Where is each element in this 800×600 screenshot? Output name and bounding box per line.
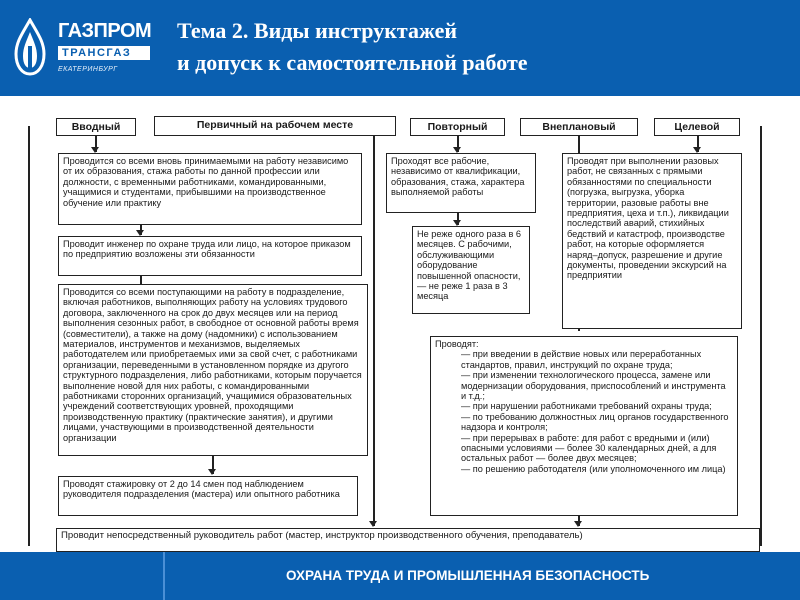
slide-header [0,0,800,96]
header-intro: Вводный [56,118,136,136]
slide-title-line-2: и допуск к самостоятельной работе [177,50,528,75]
footer-left-block [0,552,165,600]
slide-footer [0,552,800,600]
list-item: — при перерывах в работе: для работ с вредными и (или) опасными условиями — более 30 календарных дней, а для остальных работ — более двух месяцев; [461,432,717,464]
list-item: — при введении в действие новых или переработанных стандартов, правил, инструкций по охране труда; [461,349,702,370]
target-description-box: Проводят при выполнении разовых работ, не связанных с прямыми обязанностями по специальности (погрузка, выгрузка, уборка территории, разовые работы вне предприятия, цеха и т.п.), ликвидации последствий аварий, стихийных бедствий и катастроф, производстве работ, на которые оформляется наряд–допуск, разрешение и другие документы, проведении экскурсий на предприятии [562,153,742,329]
unplanned-description-box [430,336,738,516]
header-repeat: Повторный [410,118,505,136]
company-logo [0,0,165,96]
arrow-down-icon [574,521,582,527]
unplanned-list [435,349,733,474]
internship-box: Проводят стажировку от 2 до 14 смен под наблюдением руководителя подразделения (мастера) или опытного работника [58,476,358,516]
repeat-period-box: Не реже одного раза в 6 месяцев. С рабочими, обслуживающими оборудование повышенной опасности, — не реже 1 раза в 3 месяца [412,226,530,314]
connector-line [140,276,142,284]
instruction-types-diagram [0,96,800,552]
header-unplanned: Внеплановый [520,118,638,136]
unplanned-title: Проводят: [435,339,479,349]
arrow-down-icon [369,521,377,527]
primary-description-box: Проводится со всеми поступающими на работу в подразделение, включая работников, выполняющих работу на условиях трудового договора, заключенного на срок до двух месяцев или на период выполнения сезонных работ, в свободное от основной работы время (совместители), а также на дому (надомники) с использованием материалов, инструментов и механизмов, выделяемых работодателем или приобретаемых ими за свой счет, с работниками организации, переведенными в установленном порядке из другого структурного подразделения, либо работниками, которым поручается выполнение новой для них работы, с командированными работниками сторонних организаций, учащимися образовательных учреждений соответствующих уровней, проходящими производственную практику (практические занятия), и другими лицами, участвующими в производственной деятельности организации [58,284,368,456]
logo-tagline: ЕКАТЕРИНБУРГ [58,66,118,73]
footer-text: ОХРАНА ТРУДА И ПРОМЫШЛЕННАЯ БЕЗОПАСНОСТЬ [286,568,650,583]
arrow-down-icon [208,469,216,475]
slide-title-line-1: Тема 2. Виды инструктажей [177,18,458,43]
list-item: — по решению работодателя (или уполномоченного им лица) [461,463,726,474]
bottom-responsible-box: Проводит непосредственный руководитель работ (мастер, инструктор производственного обучения, преподаватель) [56,528,760,552]
list-item: — по требованию должностных лиц органов государственного надзора и контроля; [461,411,729,433]
connector-line [373,136,375,516]
list-item: — при нарушении работниками требований охраны труда; [461,401,712,412]
engineer-box: Проводит инженер по охране труда или лицо, на которое приказом по предприятию возложены эти обязанности [58,236,362,276]
header-primary: Первичный на рабочем месте [154,116,396,136]
list-item: — при изменении технологического процесса, замене или модернизации оборудования, приспособлений и инструмента и т.д.; [461,370,726,402]
connector-line [760,126,762,546]
gazprom-flame-icon [12,18,48,76]
intro-description-box: Проводится со всеми вновь принимаемыми на работу независимо от их образования, стажа работы по данной профессии или должности, с временными работниками, командированными, учащимися и студентами, прибывшими на производственное обучение или практику [58,153,362,225]
repeat-description-box: Проходят все рабочие, независимо от квалификации, образования, стажа, характера выполняемой работы [386,153,536,213]
header-target: Целевой [654,118,740,136]
logo-sub-text: ТРАНСГАЗ [62,47,132,59]
title-banner [165,0,800,96]
connector-line [28,126,30,546]
logo-main-text: ГАЗПРОМ [58,20,152,42]
